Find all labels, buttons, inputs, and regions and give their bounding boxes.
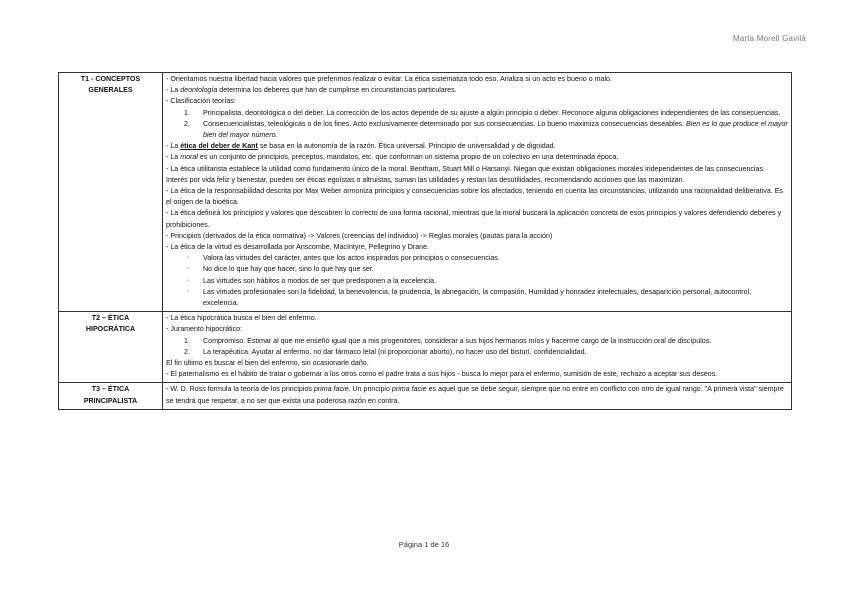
notes-table (58, 72, 792, 410)
t2-line: - El paternalismo es el hábito de tratar o gobernar a los otros como el padre trata a sus hijos - busca lo mejor para el enfermo, sumisión de este, rechazo a aceptar sus deseos. (166, 370, 718, 379)
t1-line: - Clasificación teorías: (166, 97, 236, 106)
list-number: 1. (184, 336, 190, 345)
bullet-item: ▫ Valora las virtudes del carácter, antes que los actos inspirados por principios o consecuencias. (166, 253, 788, 264)
t1-line: - La moral es un conjunto de principios, preceptos, mandatos, etc. que conforman un sistema propio de un colectivo en una determinada época. (166, 153, 619, 162)
table-row-t1 (59, 73, 792, 312)
content-cell-t2 (163, 312, 792, 383)
t1-line: - Orientamos nuestra libertad hacia valores que preferimos realizar o evitar. La ética sistematiza todo eso. Analiza si un acto es bueno o malo. (166, 75, 612, 83)
topic-cell-t1 (59, 73, 163, 312)
t1-line: - La deontología determina los deberes que han de cumplirse en circunstancias particulares. (166, 86, 457, 95)
topic-t2-line2: HIPOCRÁTICA (85, 325, 136, 334)
t1-line: - Principios (derivados de la ética normativa) -> Valores (creencias del individuo) -> Reglas morales (pautas para la acción) (166, 231, 553, 240)
bullet-icon: ▫ (187, 277, 189, 284)
t3-line: - W. D. Ross formula la teoría de los principios prima facie. Un principio prima facie es aquel que se debe seguir, siempre que no entre en conflicto con otro de igual rango. "A primera vista" siempre se tendrá que respetar, a no ser que exista una poderosa razón en contra. (166, 385, 784, 405)
topic-t1-line2: GENERALES (88, 86, 133, 95)
topic-t1-line1: T1 - CONCEPTOS (80, 75, 141, 83)
header-author: Marta Morell Gavilà (732, 34, 806, 43)
content-cell-t3 (163, 383, 792, 409)
list-number: 2. (184, 347, 190, 356)
t2-line: - La ética hipocrática busca el bien del enfermo. (166, 314, 317, 323)
term-deontologia: deontología (180, 86, 218, 95)
bullet-icon: ▫ (187, 266, 189, 273)
topic-cell-t3 (59, 383, 163, 409)
list-item: 1. Principalista, deontológica o del deber. La corrección de los actos depende de su ajuste a algún principio o deber. Reconoce alguna obligaciones independientes de las consecuencias. (166, 108, 788, 119)
t1-line: - La ética del deber de Kant se basa en la autonomía de la razón. Ética universal. Principio de universalidad y de dignidad. (166, 142, 556, 151)
topic-cell-t2 (59, 312, 163, 383)
term-moral: moral (180, 153, 198, 162)
table-row-t3 (59, 383, 792, 409)
bullet-icon: ▫ (187, 255, 189, 262)
bullet-icon: ▫ (187, 288, 189, 295)
content-cell-t1 (163, 73, 792, 312)
list-number: 1. (184, 108, 190, 117)
page-number: Página 1 de 16 (398, 540, 450, 549)
topic-t3-line1: T3 – ÉTICA (91, 385, 130, 394)
list-item: 2. La terapéutica. Ayudar al enfermo, no dar fármaco letal (ni proporcionar aborto), no hacer uso del bisturí, confidencialidad. (166, 347, 788, 358)
bullet-item: ▫ Las virtudes son hábitos o modos de ser que predisponen a la excelencia. (166, 276, 788, 287)
t1-line: - La ética utilitarista establece la utilidad como fundamento único de la moral. Bentham, Stuart Mill o Harsanyi. Niegan que existan obligaciones morales independientes de las consecuencias. Interés por vida feliz y bienestar, pueden ser éticas egoístas o altruistas, suman las utilidades y restan las desutilidades, recomendando acciones que las maximizan. (166, 164, 765, 184)
t1-line: - La ética definirá los principios y valores que descubren lo correcto de una forma racional, mientras que la moral buscará la aplicación concreta de esos principios y valores defendiendo deberes y prohibiciones. (166, 209, 782, 229)
bullet-item: ▫ Las virtudes profesionales son la fidelidad, la benevolencia, la prudencia, la abnegación, la compasión, Humildad y honradez intelectuales, desaparición personal, autocontrol, excelencia. (187, 287, 752, 308)
topic-t2-line1: T2 – ÉTICA (91, 314, 130, 323)
list-item: 2. Consecuencialistas, teleológicas o de los fines. Acto exclusivamente determinado por sus consecuencias. Lo bueno maximiza consecuencias deseables. Bien es lo que produce el mayor bien del mayor número. (184, 119, 788, 140)
t1-line: - La ética de la virtud es desarrollada por Anscombe, MacIntyre, Pellegrino y Drane. (166, 243, 429, 252)
t1-line: - La ética de la responsabilidad descrita por Max Weber armoniza principios y consecuencias sobre los afectados, teniendo en cuenta las circunstancias, utilizando una racionalidad deliberativa. Es el origen de la bioética. (166, 187, 783, 207)
topic-t3-line2: PRINCIPALISTA (83, 396, 138, 405)
table-row-t2 (59, 312, 792, 383)
list-number: 2. (184, 119, 190, 128)
list-item: 1. Compromiso. Estimar al que me enseñó igual que a mis progenitores, considerar a sus hijos hermanos míos y hacerme cargo de la instrucción oral de discípulos. (166, 336, 788, 347)
term-kant: ética del deber de Kant (180, 142, 258, 151)
t2-line: - Juramento hipocrático: (166, 325, 243, 334)
t2-line: El fin último es buscar el bien del enfermo, sin ocasionarle daño. (166, 359, 369, 368)
bullet-item: ▫ No dice lo que hay que hacer, sino lo que hay que ser. (166, 264, 788, 275)
